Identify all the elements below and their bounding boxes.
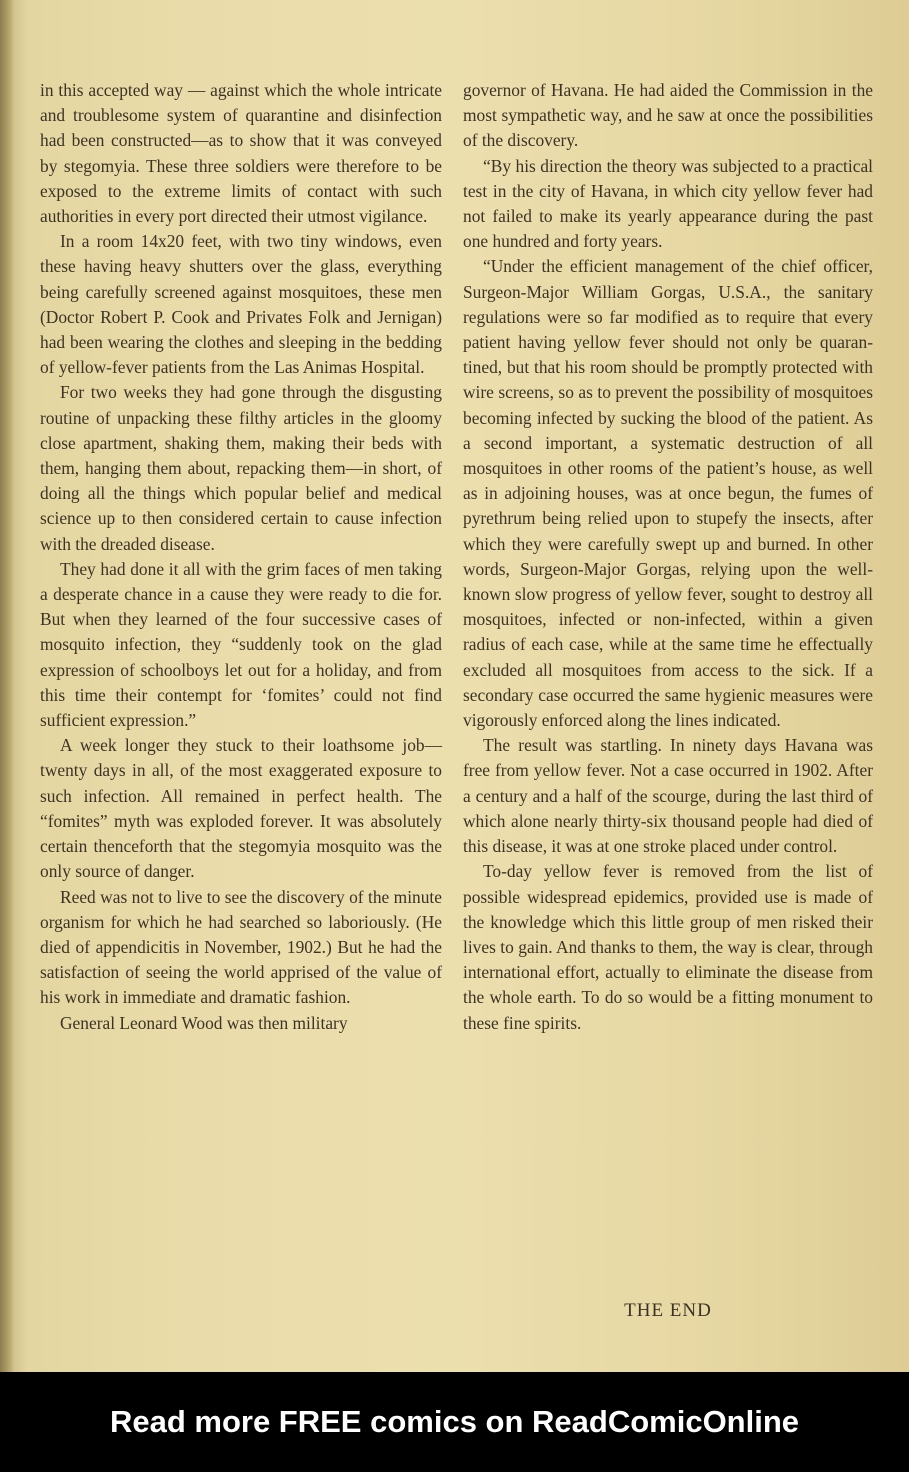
paragraph: In a room 14x20 feet, with two tiny windows, even these having heavy shutters over the glass, everything being carefully screened against mosquitoes, these men (Doctor Robert P. Cook and Privates Folk and Jernigan) had been wearing the clothes and sleeping in the bedding of yellow-fever patients from the Las Animas Hospital. [40,231,442,378]
paragraph: in this accepted way — against which the whole intricate and troublesome system of quarantine and disinfection had been constructed—as to show that it was conveyed by stegomyia. These three soldiers were therefore to be exposed to the extreme limits of contact with such authorities in every port directed their utmost vigilance. [40,80,442,227]
paragraph: To-day yellow fever is removed from the list of possible widespread epidemics, provided use is made of the knowledge which this little group of men risked their lives to gain. And thanks to them, the way is clear, through international effort, actually to eliminate the disease from the whole earth. To do so would be a fitting monument to these fine spirits. [463,861,873,1033]
paragraph: “By his direction the theory was subjected to a practical test in the city of Havana, in which city yellow fever had not failed to make its yearly appearance during the past one hundred and forty years. [463,155,873,252]
paragraph: General Leonard Wood was then military [60,1012,348,1033]
page-spine-shadow [0,0,14,1372]
promo-banner [0,1372,909,1472]
paragraph: A week longer they stuck to their loathsome job—twenty days in all, of the most exaggerated exposure to such infection. All remained in perfect health. The “fomites” myth was exploded forever. It was absolutely certain thenceforth that the stegomyia mosquito was the only source of danger. [40,735,442,882]
promo-banner-link[interactable]: Read more FREE comics on ReadComicOnline [109,1404,800,1439]
the-end-label: THE END [624,1300,712,1321]
paragraph: governor of Havana. He had aided the Commission in the most sympathetic way, and he saw at once the possibilities of the discovery. [463,80,873,151]
paragraph: “Under the efficient management of the chief officer, Surgeon-Major William Gorgas, U.S.A., the sanitary regulations were so far modified as to require that every patient having yellow fever should not only be quarantined, but that his room should be promptly protected with wire screens, so as to prevent the possibility of mosquitoes becoming infected by sucking the blood of the patient. As a second important, a systematic destruction of all mosquitoes in other rooms of the patient’s house, as well as in adjoining houses, was at once begun, the fumes of pyrethrum being relied upon to stupefy the insects, after which they were carefully swept up and burned. In other words, Surgeon-Major Gorgas, relying upon the well-known slow progress of yellow fever, sought to destroy all mosquitoes, infected or non-infected, within a given radius of each case, while at the same time he effectually excluded all mosquitoes from access to the sick. If a secondary case occurred the same hygienic measures were vigorously enforced along the lines indicated. [463,256,873,731]
paragraph: Reed was not to live to see the discovery of the minute organism for which he had searched so laboriously. (He died of appendicitis in November, 1902.) But he had the satisfaction of seeing the world apprised of the value of his work in immediate and dramatic fashion. [40,886,442,1008]
right-text-column [463,78,873,1036]
paragraph: For two weeks they had gone through the disgusting routine of unpacking these filthy articles in the gloomy close apartment, shaking them, making their beds with them, hanging them about, repacking them—in short, of doing all the things which popular belief and medical science up to then considered certain to cause infection with the dreaded disease. [40,382,442,554]
paragraph: The result was startling. In ninety days Havana was free from yellow fever. Not a case occurred in 1902. After a century and a half of the scourge, during the last third of which alone nearly thirty-six thousand people had died of this disease, it was at one stroke placed under control. [463,735,873,857]
left-text-column [40,78,442,1036]
paragraph: They had done it all with the grim faces of men taking a desperate chance in a cause they were ready to die for. But when they learned of the four successive cases of mosquito infection, they “suddenly took on the glad expression of schoolboys let out for a holiday, and from this time their contempt for ‘fomites’ could not find sufficient expression.” [40,558,442,731]
